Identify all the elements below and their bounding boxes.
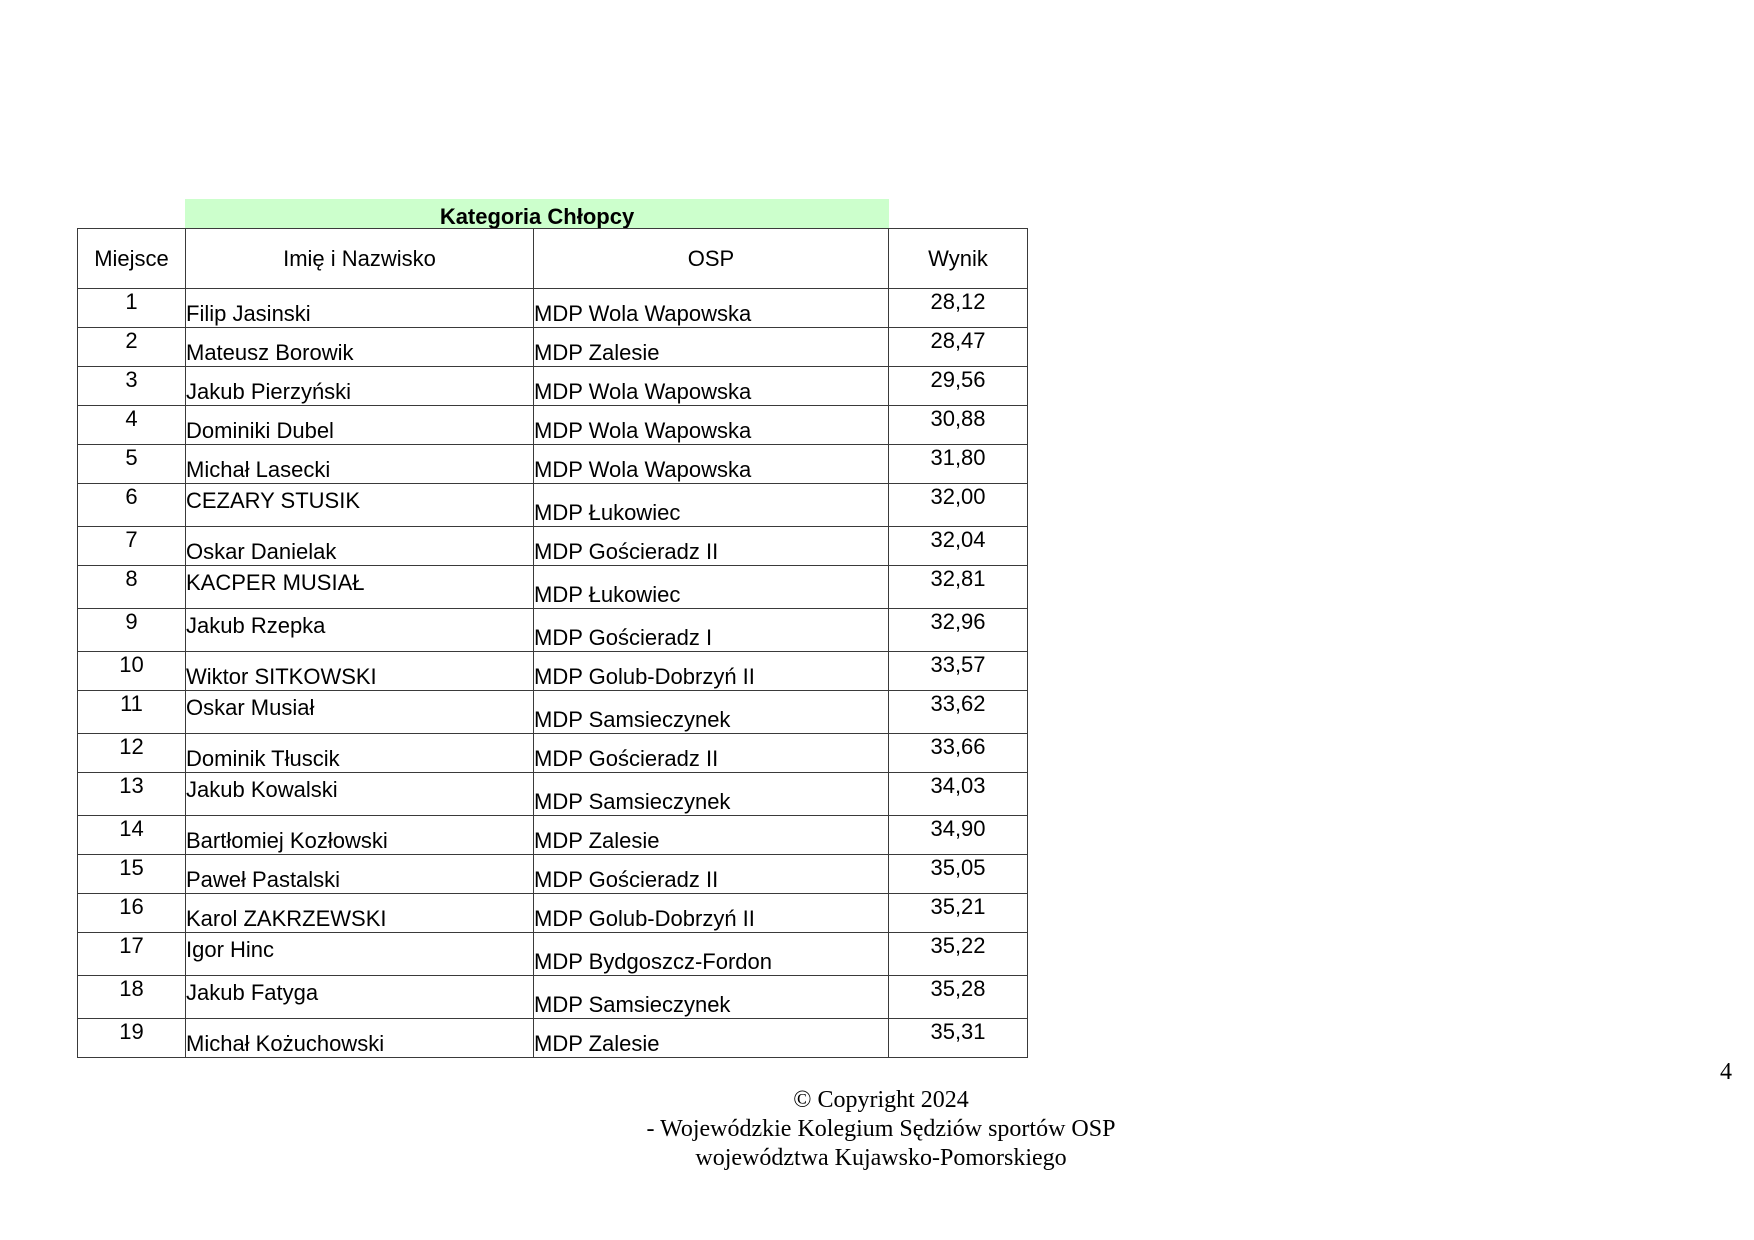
table-row — [78, 406, 1028, 445]
header-place: Miejsce — [78, 229, 186, 289]
result-cell: 34,03 — [889, 773, 1028, 816]
footer — [560, 1086, 1202, 1173]
result-cell: 32,00 — [889, 484, 1028, 527]
name-cell: Dominik Tłuscik — [186, 734, 534, 773]
name-cell: Wiktor SITKOWSKI — [186, 652, 534, 691]
result-cell: 32,81 — [889, 566, 1028, 609]
result-cell: 32,04 — [889, 527, 1028, 566]
name-cell: Filip Jasinski — [186, 289, 534, 328]
name-cell: Karol ZAKRZEWSKI — [186, 894, 534, 933]
results-table — [77, 228, 1028, 1058]
table-row — [78, 566, 1028, 609]
name-cell: Mateusz Borowik — [186, 328, 534, 367]
place-cell: 6 — [78, 484, 186, 527]
place-cell: 3 — [78, 367, 186, 406]
table-row — [78, 691, 1028, 734]
place-cell: 13 — [78, 773, 186, 816]
osp-cell: MDP Samsieczynek — [534, 773, 889, 816]
table-row — [78, 609, 1028, 652]
osp-cell: MDP Wola Wapowska — [534, 406, 889, 445]
result-cell: 28,47 — [889, 328, 1028, 367]
osp-cell: MDP Zalesie — [534, 328, 889, 367]
result-cell: 33,62 — [889, 691, 1028, 734]
osp-cell: MDP Wola Wapowska — [534, 445, 889, 484]
name-cell: Oskar Musiał — [186, 691, 534, 734]
result-cell: 33,66 — [889, 734, 1028, 773]
name-cell: Jakub Kowalski — [186, 773, 534, 816]
name-cell: Paweł Pastalski — [186, 855, 534, 894]
results-body — [78, 289, 1028, 1058]
osp-cell: MDP Samsieczynek — [534, 976, 889, 1019]
name-cell: Jakub Rzepka — [186, 609, 534, 652]
place-cell: 10 — [78, 652, 186, 691]
table-row — [78, 734, 1028, 773]
header-result: Wynik — [889, 229, 1028, 289]
place-cell: 1 — [78, 289, 186, 328]
name-cell: Igor Hinc — [186, 933, 534, 976]
table-row — [78, 1019, 1028, 1058]
name-cell: Bartłomiej Kozłowski — [186, 816, 534, 855]
place-cell: 19 — [78, 1019, 186, 1058]
osp-cell: MDP Zalesie — [534, 816, 889, 855]
osp-cell: MDP Gościeradz II — [534, 527, 889, 566]
result-cell: 31,80 — [889, 445, 1028, 484]
name-cell: Dominiki Dubel — [186, 406, 534, 445]
result-cell: 35,21 — [889, 894, 1028, 933]
table-row — [78, 367, 1028, 406]
header-osp: OSP — [534, 229, 889, 289]
result-cell: 30,88 — [889, 406, 1028, 445]
result-cell: 32,96 — [889, 609, 1028, 652]
osp-cell: MDP Samsieczynek — [534, 691, 889, 734]
table-row — [78, 933, 1028, 976]
result-cell: 34,90 — [889, 816, 1028, 855]
name-cell: Oskar Danielak — [186, 527, 534, 566]
place-cell: 15 — [78, 855, 186, 894]
place-cell: 12 — [78, 734, 186, 773]
table-row — [78, 289, 1028, 328]
table-header-row — [78, 229, 1028, 289]
place-cell: 8 — [78, 566, 186, 609]
page-number: 4 — [1720, 1059, 1732, 1085]
table-row — [78, 445, 1028, 484]
name-cell: Michał Lasecki — [186, 445, 534, 484]
place-cell: 17 — [78, 933, 186, 976]
result-cell: 29,56 — [889, 367, 1028, 406]
place-cell: 7 — [78, 527, 186, 566]
name-cell: Jakub Pierzyński — [186, 367, 534, 406]
table-row — [78, 773, 1028, 816]
result-cell: 35,05 — [889, 855, 1028, 894]
header-name: Imię i Nazwisko — [186, 229, 534, 289]
name-cell: KACPER MUSIAŁ — [186, 566, 534, 609]
table-row — [78, 484, 1028, 527]
table-row — [78, 976, 1028, 1019]
result-cell: 35,28 — [889, 976, 1028, 1019]
osp-cell: MDP Bydgoszcz-Fordon — [534, 933, 889, 976]
osp-cell: MDP Wola Wapowska — [534, 289, 889, 328]
osp-cell: MDP Gościeradz II — [534, 734, 889, 773]
place-cell: 11 — [78, 691, 186, 734]
osp-cell: MDP Łukowiec — [534, 566, 889, 609]
footer-organization: - Wojewódzkie Kolegium Sędziów sportów OSP — [646, 1116, 1116, 1142]
osp-cell: MDP Łukowiec — [534, 484, 889, 527]
result-cell: 33,57 — [889, 652, 1028, 691]
result-cell: 35,22 — [889, 933, 1028, 976]
category-title: Kategoria Chłopcy — [185, 199, 889, 229]
place-cell: 16 — [78, 894, 186, 933]
table-row — [78, 527, 1028, 566]
name-cell: CEZARY STUSIK — [186, 484, 534, 527]
table-row — [78, 816, 1028, 855]
osp-cell: MDP Golub-Dobrzyń II — [534, 894, 889, 933]
osp-cell: MDP Gościeradz II — [534, 855, 889, 894]
result-cell: 35,31 — [889, 1019, 1028, 1058]
place-cell: 5 — [78, 445, 186, 484]
name-cell: Michał Kożuchowski — [186, 1019, 534, 1058]
name-cell: Jakub Fatyga — [186, 976, 534, 1019]
osp-cell: MDP Zalesie — [534, 1019, 889, 1058]
osp-cell: MDP Wola Wapowska — [534, 367, 889, 406]
table-row — [78, 652, 1028, 691]
place-cell: 18 — [78, 976, 186, 1019]
place-cell: 9 — [78, 609, 186, 652]
place-cell: 4 — [78, 406, 186, 445]
place-cell: 14 — [78, 816, 186, 855]
osp-cell: MDP Gościeradz I — [534, 609, 889, 652]
place-cell: 2 — [78, 328, 186, 367]
table-row — [78, 855, 1028, 894]
table-row — [78, 328, 1028, 367]
table-row — [78, 894, 1028, 933]
footer-region: województwa Kujawsko-Pomorskiego — [695, 1145, 1067, 1171]
footer-copyright: © Copyright 2024 — [793, 1087, 969, 1113]
result-cell: 28,12 — [889, 289, 1028, 328]
osp-cell: MDP Golub-Dobrzyń II — [534, 652, 889, 691]
